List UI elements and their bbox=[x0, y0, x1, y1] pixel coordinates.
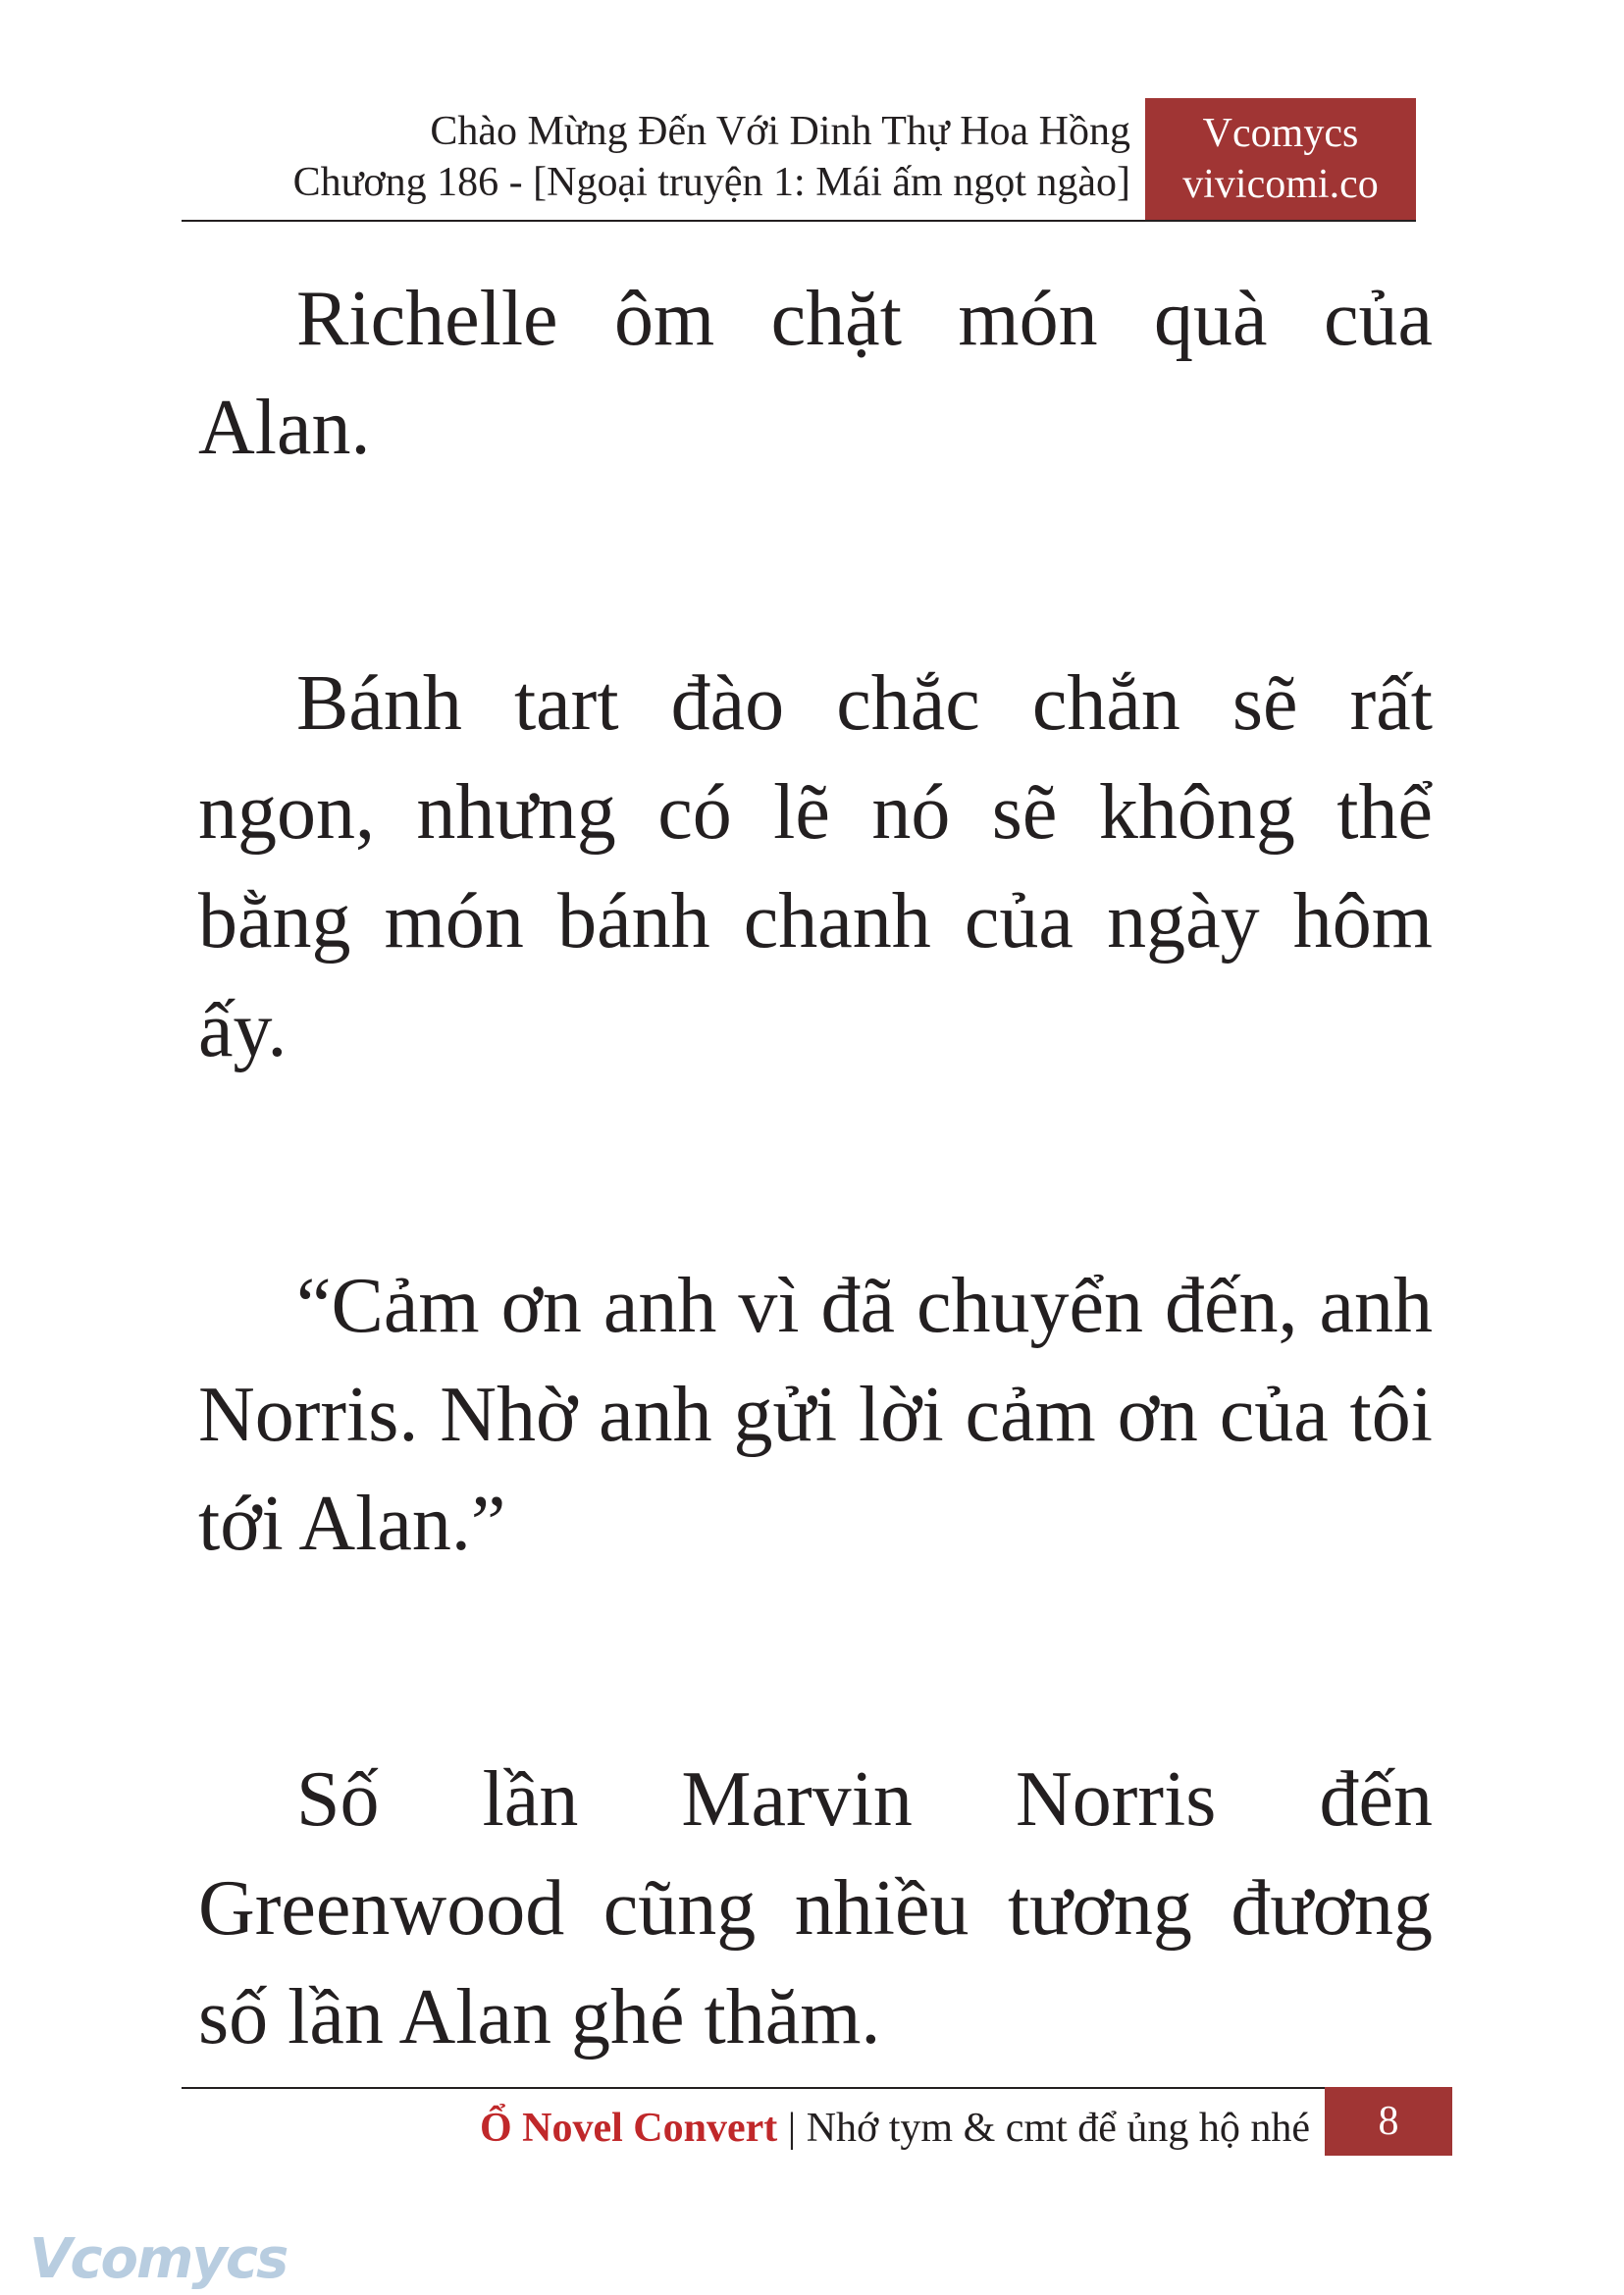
book-title: Chào Mừng Đến Với Dinh Thự Hoa Hồng bbox=[430, 109, 1130, 154]
paragraph: Bánh tart đào chắc chắn sẽ rất ngon, nhưng có lẽ nó sẽ không thể bằng món bánh chanh của ngày hôm ấy. bbox=[198, 660, 1433, 1073]
paragraph: Richelle ôm chặt món quà của Alan. bbox=[198, 276, 1433, 471]
publisher-badge bbox=[1145, 98, 1416, 220]
footer-brand: Ổ Novel Convert bbox=[479, 2106, 778, 2151]
paragraph: Số lần Marvin Norris đến Greenwood cũng nhiều tương đương số lần Alan ghé thăm. bbox=[198, 1756, 1433, 2060]
page-number: 8 bbox=[1325, 2087, 1452, 2156]
page-footer bbox=[182, 2103, 1310, 2154]
running-header bbox=[177, 106, 1130, 208]
publisher-name: Vcomycs bbox=[1202, 111, 1359, 156]
header-divider bbox=[182, 220, 1416, 222]
watermark-logo: Vcomycs bbox=[29, 2227, 288, 2291]
footer-divider bbox=[182, 2087, 1452, 2089]
footer-separator: | bbox=[787, 2106, 797, 2151]
chapter-title: Chương 186 - [Ngoại truyện 1: Mái ấm ngọt ngào] bbox=[292, 160, 1130, 205]
page-body bbox=[198, 265, 1433, 2239]
footer-message: Nhớ tym & cmt để ủng hộ nhé bbox=[806, 2106, 1310, 2151]
publisher-site: vivicomi.co bbox=[1182, 162, 1379, 207]
paragraph: “Cảm ơn anh vì đã chuyển đến, anh Norris. Nhờ anh gửi lời cảm ơn của tôi tới Alan.” bbox=[198, 1263, 1433, 1567]
